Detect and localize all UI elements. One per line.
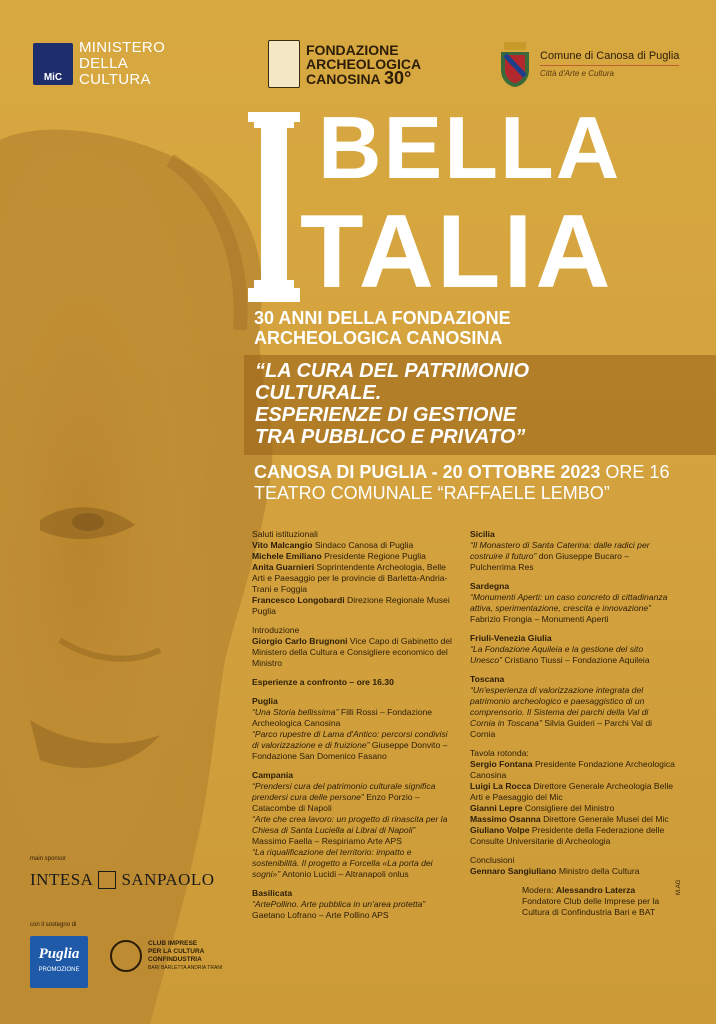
fondazione-logo [268,40,421,88]
club-imprese-logo [110,940,222,972]
talk-entry: “ArtePollino. Arte pubblica in un'area protetta” Gaetano Lofrano – Arte Pollino APS [252,899,426,920]
talk-entry: “La Fondazione Aquileia e la gestione del sito Unesco” Cristiano Tiussi – Fondazione Aquileia [470,644,650,665]
speaker-entry: Giorgio Carlo Brugnoni Vice Capo di Gabinetto del Ministero della Cultura e Consigliere economico del Ministro [252,636,452,668]
ministero-logo [33,40,165,88]
talk-entry: “Il Monastero di Santa Caterina: dalle radici per costruire il futuro” don Giuseppe Bucaro – Pulcherrima Res [470,540,650,572]
talk-entry: “Una Storia bellissima” Filli Rossi – Fondazione Archeologica Canosina [252,707,433,728]
speaker-entry: Luigi La Rocca Direttore Generale Archeologia Belle Arti e Paesaggio del Mic [470,781,674,802]
comune-text: Comune di Canosa di Puglia Città d'Arte e Cultura [540,50,680,78]
talk-entry: “Parco rupestre di Lama d'Antico: percorsi condivisi di valorizzazione e di fruizione” Giuseppe Donvito – Fondazione San Domenico Fasano [252,729,448,761]
ministero-name: MINISTERO DELLA CULTURA [79,39,166,88]
support-label: con il sostegno di [30,922,77,928]
speaker-entry: Giuliano Volpe Presidente della Federazione delle Consulte Universitarie di Archeologia [470,825,665,846]
puglia-promozione-logo: Puglia PROMOZIONE [30,936,88,988]
intesa-sanpaolo-logo: INTESA SANPAOLO [30,870,215,889]
speaker-entry: Francesco Longobardi Direzione Regionale Musei Puglia [252,595,450,616]
speaker-entry: Gianni Lepre Consigliere del Ministro [470,803,615,813]
title-line-talia: TALIA [300,194,614,310]
talk-entry: “La riqualificazione del territorio: impatto e sostenibilità. Il progetto a Forcella «La porta dei sogni»” Antonio Lucidi – Altranapoli onlus [252,847,433,879]
talk-entry: “Un'esperienza di valorizzazione integrata del patrimonio archeologico e paesaggistico di un comprensorio. Il Sistema dei parchi della Val di Cornia in Toscana” Silvia Guideri – Parchi Val di Cornia [470,685,653,739]
mic-emblem: MiC [33,43,73,85]
speaker-entry: Vito Malcangio Sindaco Canosa di Puglia [252,540,414,550]
club-imprese-text: CLUB IMPRESE PER LA CULTURA CONFINDUSTRIA BARI BARLETTA ANDRIA TRANI [148,940,223,971]
conference-theme: “LA CURA DEL PATRIMONIO CULTURALE. ESPERIENZE DI GESTIONE TRA PUBBLICO E PRIVATO” [255,360,530,448]
speaker-entry: Anita Guarnieri Soprintendente Archeologia, Belle Arti e Paesaggio per le provincie di Barletta-Andria-Trani e Foggia [252,562,448,594]
speaker-entry: Gennaro Sangiuliano Ministro della Cultura [470,866,640,876]
session-heading: Esperienze a confronto – ore 16.30 [252,677,394,687]
column-letter-i [248,112,300,302]
talk-entry: “Arte che crea lavoro: un progetto di rinascita per la Chiesa di Santa Luciella ai Librai di Napoli” Massimo Faella – Respiriamo Arte APS [252,814,448,846]
anniversary-mark: 30° [384,67,412,88]
speaker-entry: Michele Emiliano Presidente Regione Puglia [252,551,426,561]
design-credit: M.AG [676,879,682,895]
program-left-column: Saluti istituzionali Vito Malcangio Sindaco Canosa di Puglia Michele Emiliano Presidente Regione Puglia Anita Guarnieri Soprintendente Archeologia, Belle Arti e Paesaggio per le provincie di Barletta-Andria-Trani e Foggia Francesco Longobardi Direzione Regionale Musei Puglia Introduzione Giorgio Carlo Brugnoni Vice Capo di Gabinetto del Ministero della Cultura e Consigliere economico del Ministro Esperienze a confronto – ore 16.30 Puglia “Una Storia bellissima” Filli Rossi – Fondazione Archeologica Canosina “Parco rupestre di Lama d'Antico: percorsi condivisi di valorizzazione e di fruizione” Giuseppe Donvito – Fondazione San Domenico Fasano Campania “Prendersi cura del patrimonio culturale significa prendersi cura delle persone” Enzo Porzio – Catacombe di Napoli “Arte che crea lavoro: un progetto di rinascita per la Chiesa di Santa Luciella ai Librai di Napoli” Massimo Faella – Respiriamo Arte APS “La riqualificazione del territorio: impatto e sostenibilità. Il progetto a Forcella «La porta dei sogni»” Antonio Lucidi – Altranapoli onlus Basilicata “ArtePollino. Arte pubblica in un'area protetta” Gaetano Lofrano – Arte Pollino APS [252,529,452,920]
fondazione-emblem [268,40,300,88]
main-sponsor-label: main sponsor [30,856,67,862]
club-gear-icon [110,940,142,972]
event-date: CANOSA DI PUGLIA - 20 OTTOBRE 2023 ORE 16 [254,462,670,482]
talk-entry: “Prendersi cura del patrimonio culturale significa prendersi cura delle persone” Enzo Porzio – Catacombe di Napoli [252,781,436,813]
intesa-mark-icon [98,871,116,889]
moderator-entry: Modera: Alessandro Laterza Fondatore Club delle Imprese per la Cultura di Confindustria Bari e BAT [522,885,660,917]
crest-icon [498,40,532,88]
speaker-entry: Sergio Fontana Presidente Fondazione Archeologica Canosina [470,759,675,780]
anniversary-subtitle: 30 ANNI DELLA FONDAZIONE ARCHEOLOGICA CANOSINA [254,308,511,348]
comune-logo [498,40,679,88]
title-line-bella: BELLA [318,98,622,197]
program-right-column: Sicilia “Il Monastero di Santa Caterina: dalle radici per costruire il futuro” don Giuseppe Bucaro – Pulcherrima Res Sardegna “Monumenti Aperti: un caso concreto di cittadinanza attiva, sperimentazione, crescita e innovazione” Fabrizio Frongia – Monumenti Aperti Friuli-Venezia Giulia “La Fondazione Aquileia e la gestione del sito Unesco” Cristiano Tiussi – Fondazione Aquileia Toscana “Un'esperienza di valorizzazione integrata del patrimonio archeologico e paesaggistico di un comprensorio. Il Sistema dei parchi della Val di Cornia in Toscana” Silvia Guideri – Parchi Val di Cornia Tavola rotonda: Sergio Fontana Presidente Fondazione Archeologica Canosina Luigi La Rocca Direttore Generale Archeologia Belle Arti e Paesaggio del Mic Gianni Lepre Consigliere del Ministro Massimo Osanna Direttore Generale Musei del Mic Giuliano Volpe Presidente della Federazione delle Consulte Universitarie di Archeologia Conclusioni Gennaro Sangiuliano Ministro della Cultura Modera: Alessandro Laterza Fondatore Club delle Imprese per la Cultura di Confindustria Bari e BAT [470,529,675,917]
fondazione-name: FONDAZIONE ARCHEOLOGICA CANOSINA 30° [306,41,422,88]
speaker-entry: Massimo Osanna Direttore Generale Musei del Mic [470,814,669,824]
talk-entry: “Monumenti Aperti: un caso concreto di cittadinanza attiva, sperimentazione, crescita e innovazione” Fabrizio Frongia – Monumenti Aperti [470,592,668,624]
event-venue: TEATRO COMUNALE “RAFFAELE LEMBO” [254,483,610,503]
